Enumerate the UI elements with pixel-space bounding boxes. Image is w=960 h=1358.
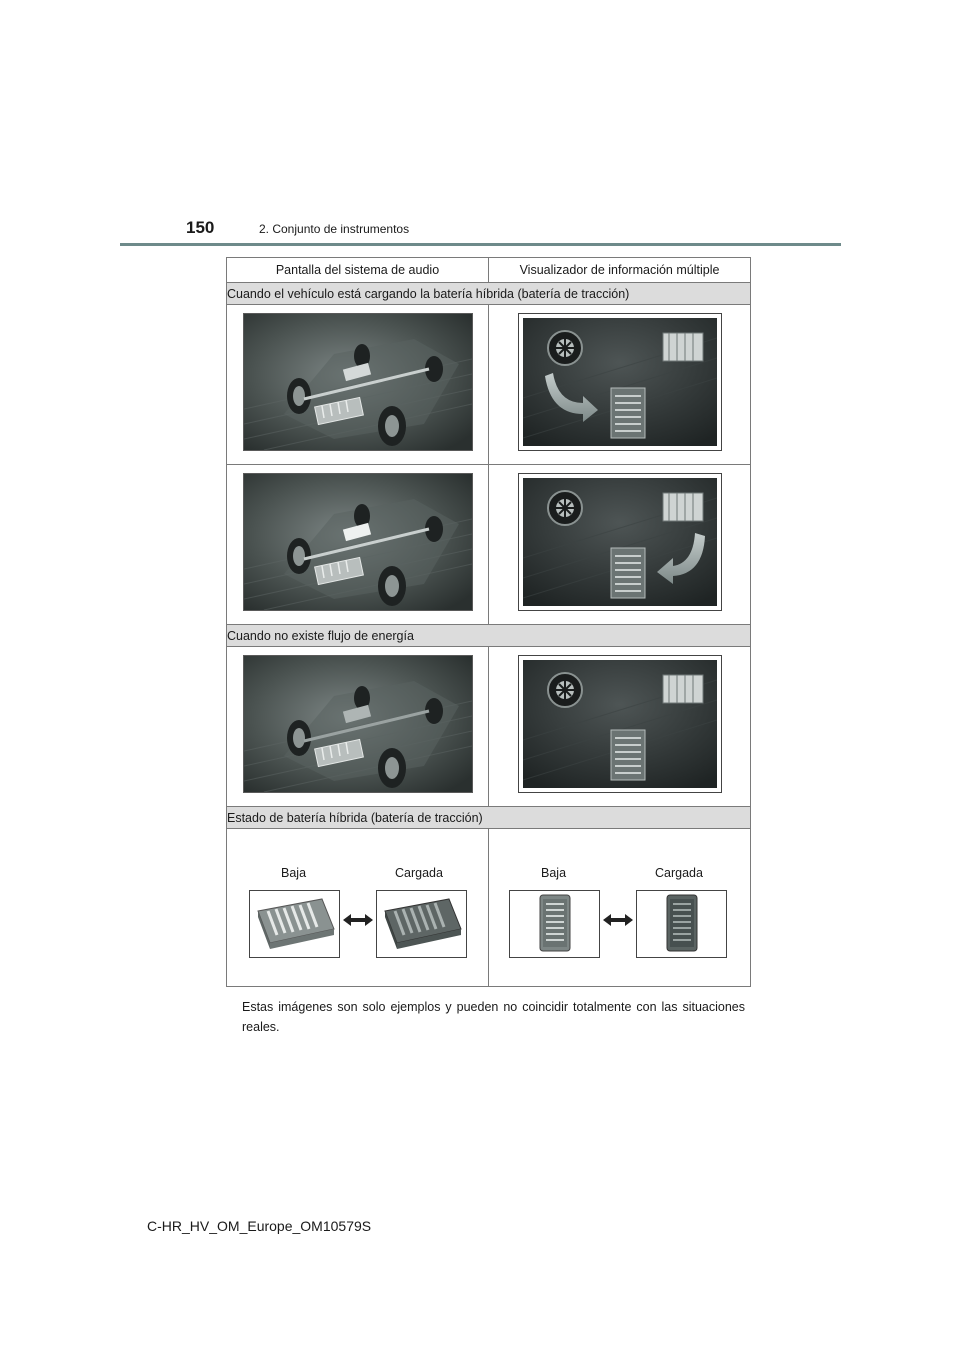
engine-icon bbox=[663, 493, 703, 521]
audio-battery-status-cell bbox=[227, 829, 488, 986]
battery-icon bbox=[611, 548, 645, 598]
double-arrow-icon bbox=[343, 913, 373, 927]
audio-energy-monitor-image bbox=[243, 473, 473, 611]
engine-icon bbox=[663, 333, 703, 361]
mid-energy-monitor-image bbox=[518, 655, 722, 793]
battery-charged-image bbox=[636, 890, 727, 958]
document-code: C-HR_HV_OM_Europe_OM10579S bbox=[147, 1218, 372, 1234]
section-header-battery-status: Estado de batería híbrida (batería de tracción) bbox=[227, 807, 751, 829]
label-charged: Cargada bbox=[655, 866, 703, 880]
audio-energy-monitor-image bbox=[243, 313, 473, 451]
wheel-icon bbox=[548, 331, 582, 365]
column-header-audio-display: Pantalla del sistema de audio bbox=[227, 258, 489, 283]
mid-energy-monitor-image bbox=[518, 473, 722, 611]
disclaimer-note: Estas imágenes son solo ejemplos y pueden no coincidir totalmente con las situaciones reales. bbox=[242, 1000, 745, 1034]
section-header-no-energy-flow: Cuando no existe flujo de energía bbox=[227, 625, 751, 647]
section-title: 2. Conjunto de instrumentos bbox=[259, 222, 410, 236]
battery-icon bbox=[611, 730, 645, 780]
battery-charged-image bbox=[376, 890, 467, 958]
label-charged: Cargada bbox=[395, 866, 443, 880]
battery-low-image bbox=[509, 890, 600, 958]
label-low: Baja bbox=[281, 866, 307, 880]
battery-icon bbox=[611, 388, 645, 438]
section-header-charging: Cuando el vehículo está cargando la batería híbrida (batería de tracción) bbox=[227, 283, 751, 305]
page-number: 150 bbox=[186, 218, 215, 237]
double-arrow-icon bbox=[603, 913, 633, 927]
mid-battery-status-cell bbox=[489, 829, 750, 986]
battery-low-image bbox=[249, 890, 340, 958]
wheel-icon bbox=[548, 673, 582, 707]
engine-icon bbox=[663, 675, 703, 703]
header-rule bbox=[120, 243, 841, 246]
wheel-icon bbox=[548, 491, 582, 525]
mid-energy-monitor-image bbox=[518, 313, 722, 451]
audio-energy-monitor-image bbox=[243, 655, 473, 793]
label-low: Baja bbox=[541, 866, 567, 880]
energy-flow-table bbox=[226, 257, 751, 987]
column-header-multi-info-display: Visualizador de información múltiple bbox=[489, 258, 751, 283]
